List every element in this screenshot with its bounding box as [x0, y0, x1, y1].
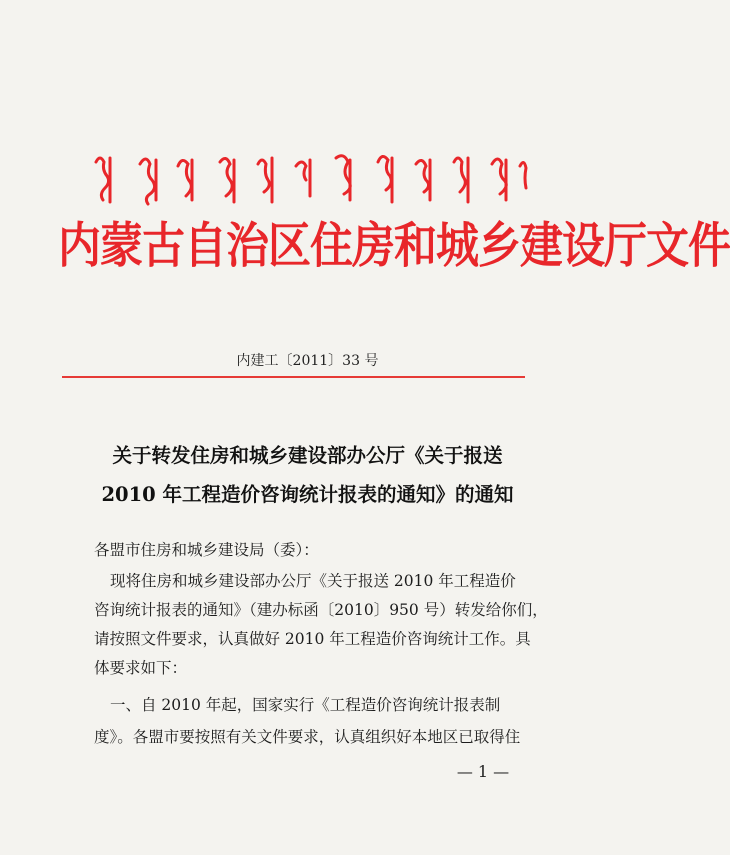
addressee: 各盟市住房和城乡建设局（委）：: [94, 541, 319, 559]
mongolian-script-header: [88, 148, 528, 204]
body-line: 请按照文件要求，认真做好 2010 年工程造价咨询统计工作。具: [94, 630, 531, 648]
agency-title: 内蒙古自治区住房和城乡建设厅文件: [58, 218, 730, 275]
body-line: 一、自 2010 年起，国家实行《工程造价咨询统计报表制: [110, 696, 501, 714]
mongolian-script-graphic: [88, 148, 528, 204]
body-line: 体要求如下：: [94, 659, 188, 677]
document-title-line-2: 2010 年工程造价咨询统计报表的通知》的通知: [101, 483, 514, 506]
body-line: 现将住房和城乡建设部办公厅《关于报送 2010 年工程造价: [110, 572, 516, 590]
body-line: 咨询统计报表的通知》（建办标函〔2010〕950 号）转发给你们，: [94, 601, 548, 619]
document-number: 内建工〔2011〕33 号: [236, 353, 379, 369]
document-title-line-1: 关于转发住房和城乡建设部办公厅《关于报送: [112, 444, 503, 467]
page-number: — 1 —: [456, 762, 510, 781]
body-line: 度》。各盟市要按照有关文件要求，认真组织好本地区已取得住: [94, 728, 521, 746]
header-divider: [62, 376, 525, 378]
